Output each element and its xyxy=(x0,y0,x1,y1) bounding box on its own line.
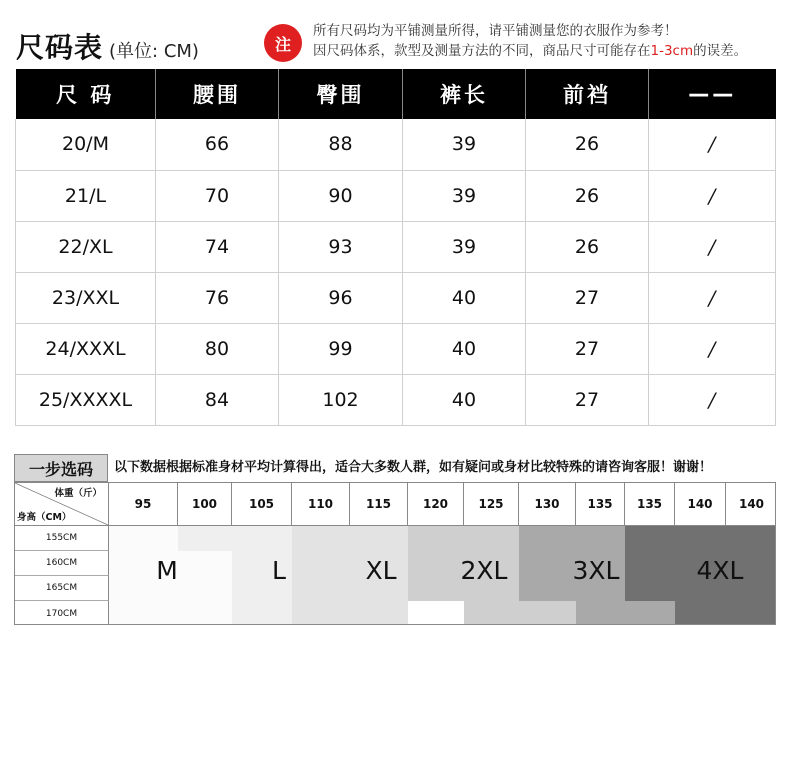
cell-waist: 76 xyxy=(156,272,279,323)
cell-size: 24/XXXL xyxy=(16,323,156,374)
size-label-l: L xyxy=(272,556,286,585)
weight-column-header: 95 xyxy=(109,483,178,526)
height-row-label: 160CM xyxy=(15,551,109,576)
header-hip: 臀围 xyxy=(279,69,403,119)
height-row-label: 155CM xyxy=(15,526,109,551)
height-row-label: 170CM xyxy=(15,601,109,625)
weight-column-header: 130 xyxy=(519,483,576,526)
cell-length: 39 xyxy=(403,170,526,221)
cell-length: 40 xyxy=(403,272,526,323)
chart-title-group xyxy=(16,26,199,66)
header-length: 裤长 xyxy=(403,69,526,119)
weight-column-header: 105 xyxy=(232,483,292,526)
cell-front-rise: 26 xyxy=(526,119,649,170)
note-line-1: 所有尺码均为平铺测量所得，请平铺测量您的衣服作为参考！ xyxy=(313,23,678,39)
cell-waist: 84 xyxy=(156,374,279,425)
note-line-2 xyxy=(313,41,747,61)
header-size: 尺 码 xyxy=(16,69,156,119)
table-row xyxy=(16,221,776,272)
cell-blank: / xyxy=(649,221,776,272)
note-error-range: 1-3cm xyxy=(650,43,694,59)
note-line-2-suffix: 的误差。 xyxy=(693,43,748,59)
weight-column-header: 100 xyxy=(178,483,232,526)
cell-front-rise: 27 xyxy=(526,272,649,323)
recommendation-header xyxy=(14,454,776,482)
page-title: 尺码表 xyxy=(16,31,104,64)
weight-column-header: 110 xyxy=(292,483,350,526)
cell-size: 20/M xyxy=(16,119,156,170)
header-front-rise: 前裆 xyxy=(526,69,649,119)
cell-blank: / xyxy=(649,119,776,170)
recommendation-grid xyxy=(14,482,776,625)
recommendation-description: 以下数据根据标准身材平均计算得出，适合大多数人群，如有疑问或身材比较特殊的请咨询客服！谢谢！ xyxy=(114,460,713,475)
cell-waist: 80 xyxy=(156,323,279,374)
weight-column-header: 115 xyxy=(350,483,408,526)
cell-size: 21/L xyxy=(16,170,156,221)
weight-column-header: 140 xyxy=(726,483,776,526)
size-label-4xl: 4XL xyxy=(696,556,744,585)
cell-hip: 96 xyxy=(279,272,403,323)
table-row xyxy=(16,170,776,221)
size-label-3xl: 3XL xyxy=(572,556,620,585)
header-blank: —— xyxy=(649,69,776,119)
cell-hip: 99 xyxy=(279,323,403,374)
cell-front-rise: 27 xyxy=(526,323,649,374)
cell-length: 39 xyxy=(403,119,526,170)
weight-column-header: 140 xyxy=(675,483,726,526)
unit-label: (单位: CM) xyxy=(109,41,199,62)
size-recommendation xyxy=(14,454,776,625)
measurement-note xyxy=(313,21,747,61)
cell-length: 40 xyxy=(403,323,526,374)
size-label-m: M xyxy=(156,556,178,585)
cell-hip: 102 xyxy=(279,374,403,425)
cell-front-rise: 26 xyxy=(526,221,649,272)
cell-hip: 88 xyxy=(279,119,403,170)
note-line-2-prefix: 因尺码体系，款型及测量方法的不同，商品尺寸可能存在 xyxy=(313,43,651,59)
size-table xyxy=(15,69,776,426)
recommendation-title: 一步选码 xyxy=(14,454,108,482)
cell-waist: 66 xyxy=(156,119,279,170)
table-row xyxy=(16,272,776,323)
weight-column-header: 120 xyxy=(408,483,464,526)
cell-size: 22/XL xyxy=(16,221,156,272)
height-row-label: 165CM xyxy=(15,576,109,601)
cell-blank: / xyxy=(649,374,776,425)
weight-column-header: 135 xyxy=(576,483,625,526)
cell-waist: 74 xyxy=(156,221,279,272)
cell-waist: 70 xyxy=(156,170,279,221)
weight-column-header: 125 xyxy=(464,483,519,526)
cell-front-rise: 26 xyxy=(526,170,649,221)
size-table-header-row xyxy=(16,69,776,119)
cell-blank: / xyxy=(649,170,776,221)
axis-corner-cell xyxy=(15,483,109,526)
cell-blank: / xyxy=(649,272,776,323)
size-area-4xl-ext xyxy=(675,601,776,625)
weight-axis-label: 体重（斤） xyxy=(54,488,102,499)
cell-hip: 90 xyxy=(279,170,403,221)
cell-size: 23/XXL xyxy=(16,272,156,323)
size-area-2xl-ext xyxy=(464,601,576,625)
cell-blank: / xyxy=(649,323,776,374)
cell-hip: 93 xyxy=(279,221,403,272)
cell-length: 40 xyxy=(403,374,526,425)
cell-size: 25/XXXXL xyxy=(16,374,156,425)
table-row xyxy=(16,323,776,374)
size-label-2xl: 2XL xyxy=(460,556,508,585)
height-axis-label: 身高（CM） xyxy=(17,512,72,523)
cell-length: 39 xyxy=(403,221,526,272)
size-area-3xl-ext xyxy=(576,601,675,625)
note-badge: 注 xyxy=(264,24,302,62)
weight-column-header: 135 xyxy=(625,483,675,526)
table-row xyxy=(16,374,776,425)
header-waist: 腰围 xyxy=(156,69,279,119)
table-row xyxy=(16,119,776,170)
size-area-l xyxy=(178,526,292,551)
size-label-xl: XL xyxy=(365,556,397,585)
cell-front-rise: 27 xyxy=(526,374,649,425)
